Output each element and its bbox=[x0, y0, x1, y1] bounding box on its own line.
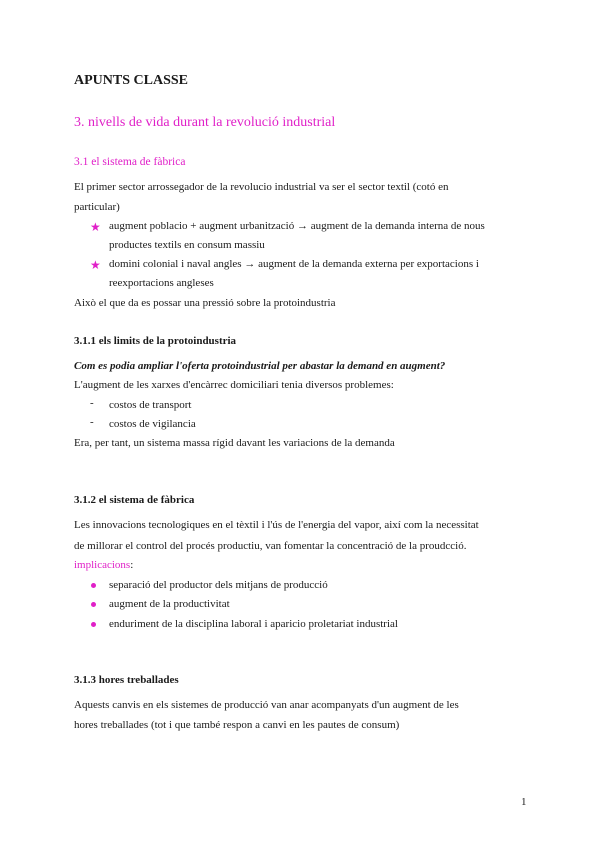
implications-line bbox=[74, 556, 133, 576]
bullet-item: augment de la productivitat bbox=[109, 598, 230, 610]
bullet-icon bbox=[91, 622, 96, 627]
document-title: APUNTS CLASSE bbox=[74, 73, 188, 88]
star-icon: ★ bbox=[90, 220, 101, 234]
bullet-item: enduriment de la disciplina laboral i aparicio proletariat industrial bbox=[109, 618, 398, 630]
paragraph-line: Això el que da es possar una pressió sobre la protoindustria bbox=[74, 297, 336, 309]
star-item-line: productes textils en consum massiu bbox=[109, 239, 265, 251]
dash-item: costos de vigilancia bbox=[109, 418, 196, 430]
dash-marker: - bbox=[90, 397, 94, 409]
subsection-heading-3-1-3: 3.1.3 hores treballades bbox=[74, 674, 179, 686]
paragraph-line: El primer sector arrossegador de la revolucio industrial va ser el sector textil (cotó en bbox=[74, 181, 449, 193]
paragraph-line: L'augment de les xarxes d'encàrrec domiciliari tenia diversos problemes: bbox=[74, 379, 394, 391]
paragraph-line: Era, per tant, un sistema massa rígid davant les variacions de la demanda bbox=[74, 437, 395, 449]
question-line: Com es podia ampliar l'oferta protoindustrial per abastar la demand en augment? bbox=[74, 360, 446, 372]
bullet-icon bbox=[91, 602, 96, 607]
star-item-line: augment poblacio + augment urbanització → augment de la demanda interna de nous bbox=[109, 220, 485, 232]
star-item-line: domini colonial i naval angles → augment de la demanda externa per exportacions i bbox=[109, 258, 479, 270]
star-item-line: reexportacions angleses bbox=[109, 277, 214, 289]
bullet-icon bbox=[91, 583, 96, 588]
paragraph-line: de millorar el control del procés productiu, van fomentar la concentració de la proudcció. bbox=[74, 540, 467, 552]
bullet-item: separació del productor dels mitjans de producció bbox=[109, 579, 328, 591]
star-icon: ★ bbox=[90, 258, 101, 272]
implications-label: implicacions bbox=[74, 559, 131, 571]
subsection-heading-3-1-2: 3.1.2 el sistema de fàbrica bbox=[74, 494, 195, 506]
paragraph-line: particular) bbox=[74, 201, 120, 213]
section-title: 3. nivells de vida durant la revolució industrial bbox=[74, 115, 336, 130]
subsection-heading-3-1: 3.1 el sistema de fàbrica bbox=[74, 156, 186, 168]
paragraph-line: Aquests canvis en els sistemes de producció van anar acompanyats d'un augment de les bbox=[74, 699, 459, 711]
implications-colon: : bbox=[130, 559, 134, 571]
paragraph-line: hores treballades (tot i que també respon a canvi en les pautes de consum) bbox=[74, 719, 400, 731]
page-number: 1 bbox=[521, 796, 527, 808]
dash-marker: - bbox=[90, 416, 94, 428]
paragraph-line: Les innovacions tecnologiques en el tèxtil i l'ús de l'energia del vapor, així com la necessitat bbox=[74, 519, 479, 531]
subsection-heading-3-1-1: 3.1.1 els limits de la protoindustria bbox=[74, 335, 237, 347]
dash-item: costos de transport bbox=[109, 399, 192, 411]
